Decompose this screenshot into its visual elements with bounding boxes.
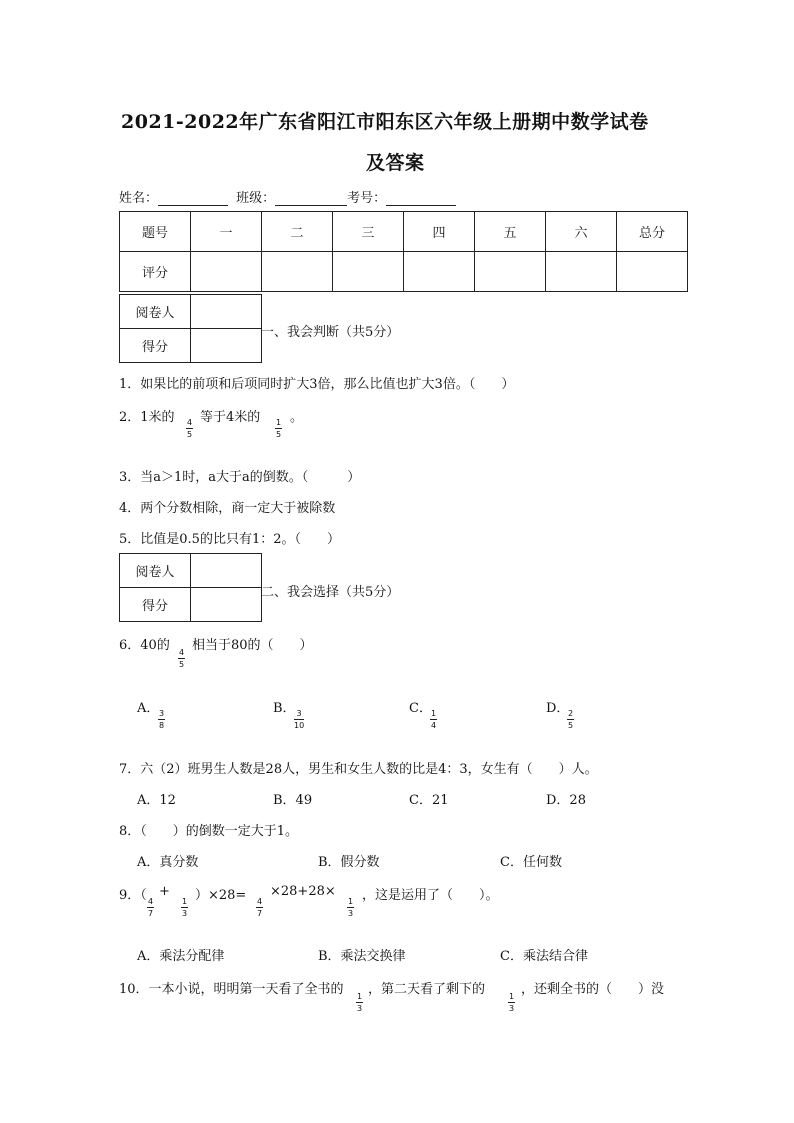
question-7: 7．六（2）班男生人数是28人，男生和女生人数的比是4：3，女生有（ ）人。 bbox=[119, 762, 598, 777]
score-cell[interactable] bbox=[191, 588, 262, 622]
option-d[interactable]: D． bbox=[546, 701, 570, 716]
denominator: 5 bbox=[275, 430, 282, 439]
numerator: 4 bbox=[147, 897, 154, 906]
score-cell[interactable] bbox=[191, 252, 262, 292]
option-a[interactable]: A．乘法分配律 bbox=[137, 949, 225, 964]
fraction bbox=[294, 709, 304, 730]
numerator: 1 bbox=[181, 897, 188, 906]
denominator: 5 bbox=[567, 721, 574, 730]
header-cell: 总分 bbox=[617, 212, 688, 252]
reviewer-label: 阅卷人 bbox=[120, 554, 191, 588]
fraction bbox=[347, 897, 354, 918]
score-cell[interactable] bbox=[333, 252, 404, 292]
score-cell[interactable] bbox=[475, 252, 546, 292]
option-c[interactable]: C．任何数 bbox=[500, 855, 562, 870]
question-9-part-3: ）×28= bbox=[195, 888, 247, 903]
header-cell: 一 bbox=[191, 212, 262, 252]
question-9-part-4: ×28+28× bbox=[270, 884, 336, 899]
reviewer-cell[interactable] bbox=[191, 295, 262, 329]
option-b[interactable]: B． bbox=[273, 701, 296, 716]
option-c[interactable]: C．乘法结合律 bbox=[500, 949, 588, 964]
denominator: 5 bbox=[186, 430, 193, 439]
denominator: 7 bbox=[256, 909, 263, 918]
denominator: 3 bbox=[181, 909, 188, 918]
grader-box-1 bbox=[119, 294, 262, 363]
name-field[interactable] bbox=[158, 205, 228, 206]
numerator: 1 bbox=[347, 897, 354, 906]
fraction bbox=[178, 648, 185, 669]
header-cell: 五 bbox=[475, 212, 546, 252]
name-label: 姓名： bbox=[119, 191, 159, 206]
fraction bbox=[181, 897, 188, 918]
class-field[interactable] bbox=[275, 205, 347, 206]
score-cell[interactable] bbox=[262, 252, 333, 292]
numerator: 4 bbox=[256, 897, 263, 906]
section-heading-2: 二、我会选择（共5分） bbox=[261, 585, 400, 600]
option-a[interactable]: A． bbox=[137, 701, 160, 716]
question-3: 3．当a＞1时，a大于a的倒数。（ ） bbox=[119, 470, 361, 485]
option-b[interactable]: B．假分数 bbox=[318, 855, 380, 870]
numerator: 1 bbox=[275, 418, 282, 427]
fraction bbox=[356, 992, 363, 1013]
reviewer-cell[interactable] bbox=[191, 554, 262, 588]
score-table-score-row bbox=[120, 252, 688, 292]
question-4: 4．两个分数相除，商一定大于被除数 bbox=[119, 501, 336, 516]
denominator: 10 bbox=[294, 721, 305, 730]
class-label: 班级： bbox=[236, 191, 276, 206]
page-title-line2: 及答案 bbox=[366, 152, 425, 174]
score-cell[interactable] bbox=[546, 252, 617, 292]
fraction bbox=[508, 992, 515, 1013]
question-10-part-c: ，还剩全书的（ ）没 bbox=[521, 982, 665, 997]
header-cell: 六 bbox=[546, 212, 617, 252]
fraction bbox=[158, 709, 165, 730]
student-info-line bbox=[119, 187, 456, 206]
row-label: 评分 bbox=[120, 252, 191, 292]
question-6-part-a: 6．40的 bbox=[119, 638, 170, 653]
denominator: 4 bbox=[430, 721, 437, 730]
option-b[interactable]: B．49 bbox=[273, 793, 313, 808]
question-2-part-a: 2．1米的 bbox=[119, 410, 175, 425]
exam-no-label: 考号： bbox=[347, 191, 387, 206]
question-2-part-c: 。 bbox=[290, 410, 304, 425]
denominator: 3 bbox=[347, 909, 354, 918]
numerator: 3 bbox=[296, 709, 302, 718]
question-10-part-a: 10．一本小说，明明第一天看了全书的 bbox=[119, 982, 344, 997]
numerator: 1 bbox=[430, 709, 437, 718]
grader-box-2 bbox=[119, 553, 262, 622]
numerator: 4 bbox=[178, 648, 185, 657]
question-2-part-b: 等于4米的 bbox=[200, 410, 261, 425]
option-b[interactable]: B．乘法交换律 bbox=[318, 949, 406, 964]
numerator: 2 bbox=[567, 709, 574, 718]
score-label: 得分 bbox=[120, 329, 191, 363]
reviewer-label: 阅卷人 bbox=[120, 295, 191, 329]
numerator: 4 bbox=[186, 418, 193, 427]
exam-no-field[interactable] bbox=[386, 205, 456, 206]
question-9-part-2: + bbox=[159, 884, 170, 899]
header-cell: 四 bbox=[404, 212, 475, 252]
option-c[interactable]: C．21 bbox=[409, 793, 449, 808]
option-a[interactable]: A．12 bbox=[137, 793, 176, 808]
fraction bbox=[275, 418, 282, 439]
fraction bbox=[186, 418, 193, 439]
header-cell: 题号 bbox=[120, 212, 191, 252]
question-9-part-1: 9．（ bbox=[119, 888, 147, 903]
option-c[interactable]: C． bbox=[409, 701, 432, 716]
section-heading-1: 一、我会判断（共5分） bbox=[261, 325, 400, 340]
denominator: 8 bbox=[158, 721, 165, 730]
score-cell[interactable] bbox=[191, 329, 262, 363]
numerator: 3 bbox=[158, 709, 165, 718]
denominator: 5 bbox=[178, 660, 185, 669]
denominator: 3 bbox=[356, 1004, 363, 1013]
denominator: 3 bbox=[508, 1004, 515, 1013]
score-table-header-row bbox=[120, 212, 688, 252]
fraction bbox=[256, 897, 263, 918]
question-6-part-b: 相当于80的（ ） bbox=[192, 638, 313, 653]
question-1: 1．如果比的前项和后项同时扩大3倍，那么比值也扩大3倍。（ ） bbox=[119, 377, 515, 392]
header-cell: 二 bbox=[262, 212, 333, 252]
question-5: 5．比值是0.5的比只有1：2。（ ） bbox=[119, 532, 340, 547]
question-9-part-5: ，这是运用了（ ）。 bbox=[362, 888, 499, 903]
score-cell[interactable] bbox=[617, 252, 688, 292]
option-d[interactable]: D．28 bbox=[546, 793, 586, 808]
header-cell: 三 bbox=[333, 212, 404, 252]
numerator: 1 bbox=[508, 992, 515, 1001]
numerator: 1 bbox=[356, 992, 363, 1001]
fraction bbox=[567, 709, 574, 730]
score-table bbox=[119, 211, 688, 292]
fraction bbox=[147, 897, 154, 918]
score-cell[interactable] bbox=[404, 252, 475, 292]
denominator: 7 bbox=[147, 909, 154, 918]
fraction bbox=[430, 709, 437, 730]
question-10-part-b: ，第二天看了剩下的 bbox=[368, 982, 486, 997]
question-8: 8．（ ）的倒数一定大于1。 bbox=[119, 824, 299, 839]
page-title: 2021-2022年广东省阳江市阳东区六年级上册期中数学试卷 bbox=[121, 111, 649, 133]
option-a[interactable]: A．真分数 bbox=[137, 855, 199, 870]
score-label: 得分 bbox=[120, 588, 191, 622]
